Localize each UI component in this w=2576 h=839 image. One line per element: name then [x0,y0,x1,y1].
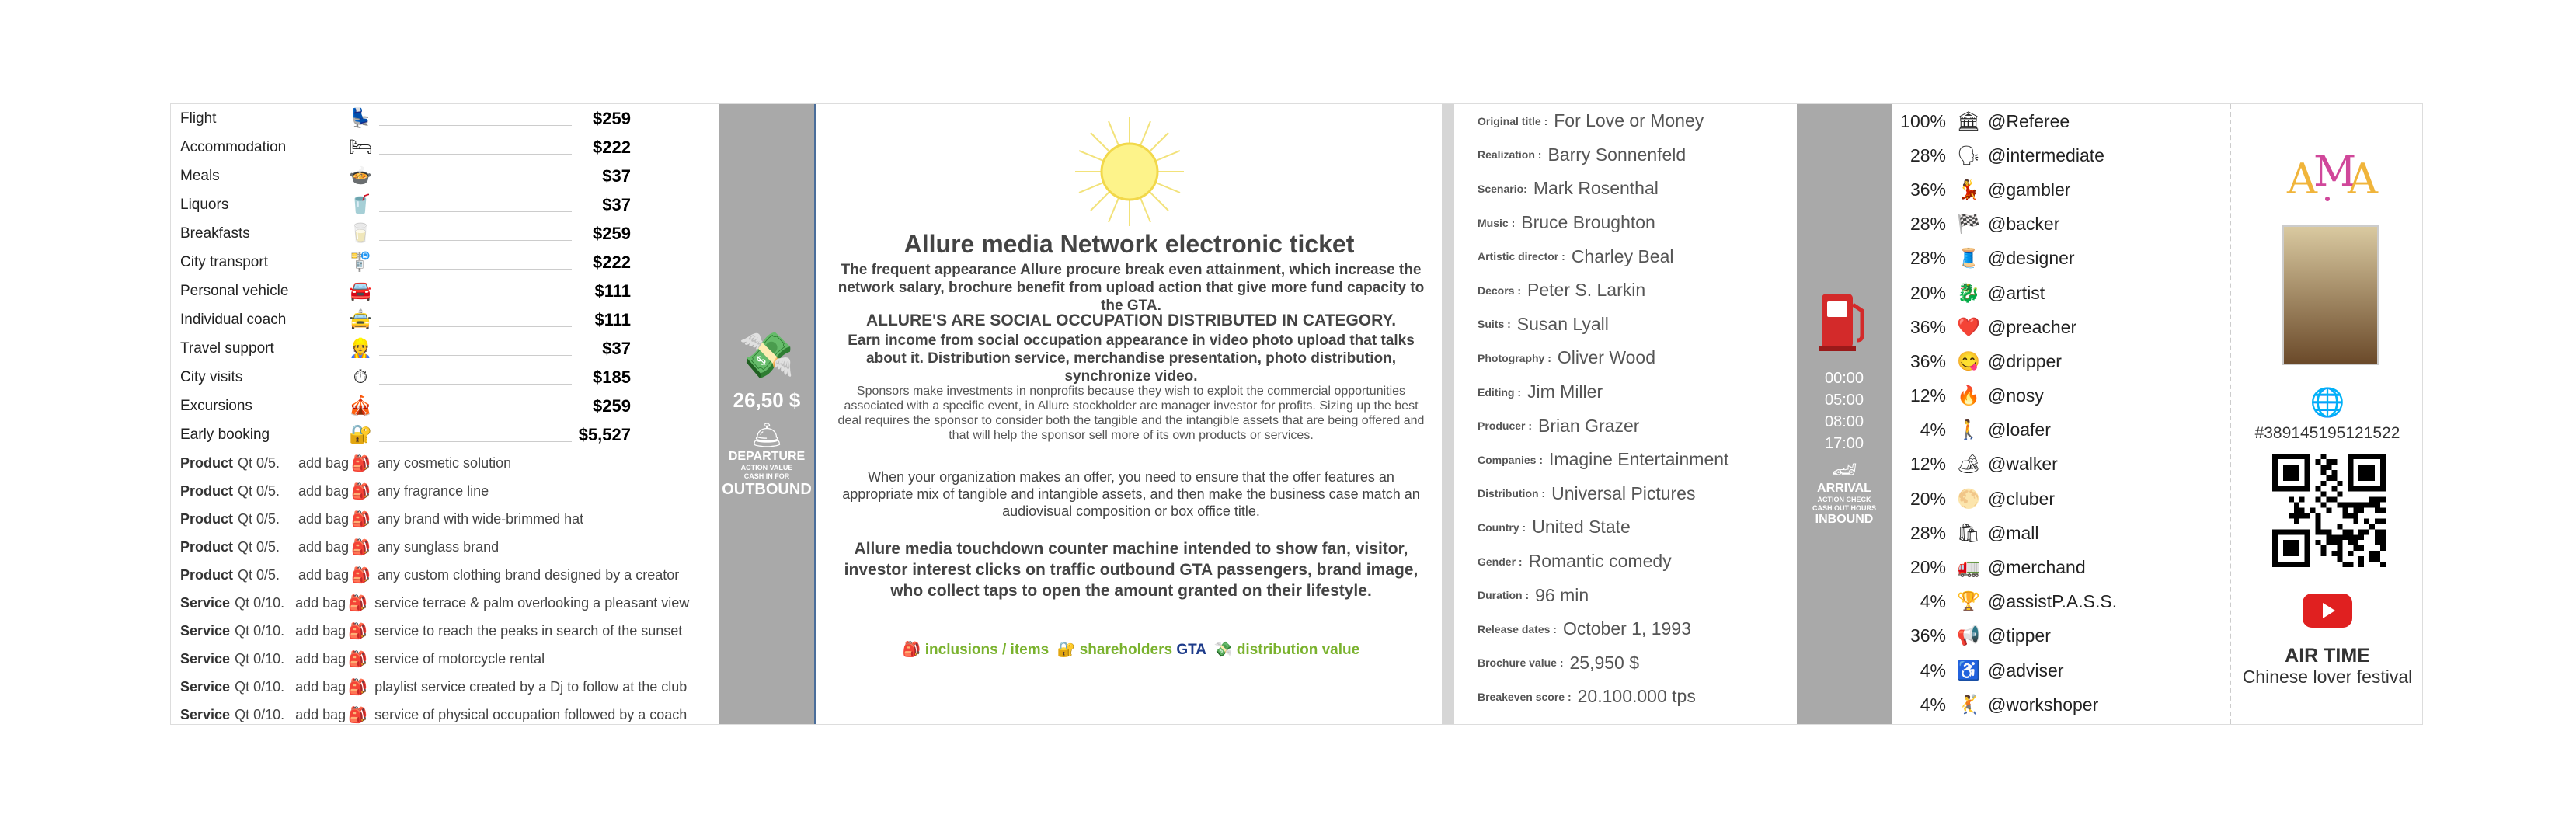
user-row[interactable] [1892,482,2223,516]
user-handle[interactable]: @nosy [1988,385,2044,406]
offer-text: When your organization makes an offer, you need to ensure that the offer features an appropriate mix of tangible and intangible assets, and then make the business case match an audiovisual composition or box office title. [842,469,1420,519]
departure-strip [719,104,814,724]
sponsors-text: Sponsors make investments in nonprofits because they wish to exploit the commercial opportunities associated with a specific event, in Allure stockholder are manager investor for profits. Sizing up the best deal requires the sponsor to consider both the tangible and the intangible assets that are being offered and that will help the sponsor sell more of its own products or services. [837,385,1425,442]
item-row [176,589,715,617]
right-panel [2231,104,2424,724]
film-value: Susan Lyall [1516,313,1609,334]
user-percent: 4% [1920,591,1946,612]
user-row[interactable] [1892,207,2223,242]
user-handle[interactable]: @artist [1988,282,2045,303]
legend-inclusions[interactable]: inclusions / items [924,642,1050,658]
arrival-sub: ACTION CHECK CASH OUT HOURS [1812,496,1876,512]
arrival-strip [1797,104,1892,724]
user-handle[interactable]: @intermediate [1988,144,2104,165]
legend-gta[interactable]: GTA [1176,642,1206,658]
film-info-row [1478,545,1797,579]
price-label: City transport [180,253,268,270]
arrival-time: 08:00 [1824,413,1864,430]
leader-line [379,240,572,241]
item-description: any cosmetic solution [378,454,512,471]
speaking-head-icon: 🗣 [1956,144,1981,166]
item-row [176,673,715,701]
add-bag-button[interactable]: add bag [298,482,350,499]
legend-distribution[interactable]: distribution value [1236,642,1360,658]
price-row [176,219,715,248]
arrival-time: 17:00 [1824,435,1864,452]
film-value: Bruce Broughton [1521,212,1655,233]
user-percent: 4% [1920,694,1946,715]
film-value: Imagine Entertainment [1549,449,1729,470]
stopwatch-icon: ⏱ [353,366,368,388]
film-value: United State [1532,517,1631,538]
film-info-row [1478,646,1797,681]
bag-icon[interactable]: 🎒 [351,566,371,584]
price-row [176,133,715,162]
price-amount: $37 [602,338,631,358]
dancer-icon: 💃 [1957,179,1980,200]
user-row[interactable] [1892,104,2223,138]
item-quantity: Qt 0/10. [235,650,285,667]
price-rows [176,104,715,449]
user-percent: 20% [1909,557,1946,578]
bag-icon[interactable]: 🎒 [351,538,371,556]
arrival-label: ARRIVAL [1817,482,1871,495]
film-key: Scenario: [1478,182,1527,195]
ticket [170,103,2423,725]
price-row [176,392,715,420]
film-info-row [1478,308,1797,342]
price-row [176,277,715,305]
users-panel [1892,104,2223,724]
leader-line [379,125,572,126]
add-bag-button[interactable]: add bag [295,650,346,667]
film-value: Barry Sonnenfeld [1547,144,1687,165]
price-row [176,190,715,219]
price-label: Personal vehicle [180,282,289,299]
intro-text: The frequent appearance Allure procure break even attainment, which increase the network salary, brochure benefit from upload action that give more fund capacity to the GTA. [837,262,1425,314]
item-quantity: Qt 0/10. [235,594,285,611]
film-value: Mark Rosenthal [1533,178,1659,199]
user-row[interactable] [1892,379,2223,413]
price-label: Accommodation [180,138,287,155]
fuel-pump-icon [1817,287,1871,353]
dragon-icon: 🐉 [1957,282,1980,304]
price-amount: $111 [594,309,631,329]
user-handle[interactable]: @gambler [1988,179,2071,200]
departure-direction: OUTBOUND [722,481,812,498]
bag-icon[interactable]: 🎒 [348,622,367,640]
seat-icon: 💺 [349,108,372,129]
film-key: Companies : [1478,453,1544,466]
film-value: Jim Miller [1527,381,1603,402]
shopping-bags-icon: 🛍 [1956,522,1981,544]
departure-sub: ACTION VALUE CASH IN FOR [740,464,793,480]
user-row[interactable] [1892,688,2223,722]
svg-text:A: A [2287,155,2317,204]
user-percent: 4% [1920,420,1946,440]
price-label: Individual coach [180,311,287,328]
leader-line [379,154,572,155]
bag-icon[interactable]: 🎒 [351,482,371,500]
drink-icon: 🥤 [349,194,372,215]
item-kind: Service [180,706,231,722]
lock-icon: 🔐 [1057,642,1076,658]
film-key: Realization : [1478,148,1542,162]
taxi-icon: 🚖 [349,309,372,330]
film-rows [1478,104,1797,714]
user-rows [1892,104,2223,722]
leader-line [379,355,572,356]
camping-icon: 🏕 [1956,454,1981,475]
cheerleader-icon: 🤾 [1957,694,1980,715]
film-info-row [1478,510,1797,545]
user-handle[interactable]: @merchand [1988,557,2086,578]
price-label: Travel support [180,339,274,357]
film-info-row [1478,477,1797,511]
user-handle[interactable]: @backer [1988,214,2060,235]
item-row [176,617,715,645]
film-key: Distribution : [1478,487,1546,500]
user-handle[interactable]: @workshoper [1988,694,2099,715]
truck-icon: 🚛 [1957,557,1980,579]
user-row[interactable] [1892,447,2223,482]
add-bag-button[interactable]: add bag [295,594,346,611]
add-bag-button[interactable]: add bag [295,622,346,639]
price-amount: $222 [593,252,631,272]
bus-stop-icon: 🚏 [349,252,372,273]
item-kind: Product [180,510,234,527]
ticket-id: #389145195121522 [2254,424,2400,442]
film-key: Original title : [1478,114,1548,127]
item-description: any fragrance line [378,482,489,499]
user-row[interactable] [1892,344,2223,378]
add-bag-button[interactable]: add bag [298,566,350,583]
film-info-row [1478,104,1797,138]
film-info-row [1478,172,1797,206]
film-key: Release dates : [1478,622,1557,635]
film-info-row [1478,443,1797,477]
film-value: Brian Grazer [1538,415,1640,436]
item-kind: Service [180,622,231,639]
ama-logo [2231,143,2424,213]
price-row [176,305,715,334]
fire-icon: 🔥 [1957,385,1980,407]
user-percent: 28% [1909,144,1946,165]
svg-text:A: A [2348,155,2378,204]
item-quantity: Qt 0/5. [238,482,280,499]
user-percent: 12% [1909,385,1946,406]
arrival-times [1797,367,1892,454]
item-description: service to reach the peaks in search of the sunset [374,622,683,639]
wheelchair-icon: ♿ [1957,660,1980,681]
film-value: 96 min [1535,584,1589,605]
user-row[interactable] [1892,653,2223,688]
item-description: any custom clothing brand designed by a creator [378,566,680,583]
price-list-panel [171,104,719,724]
item-kind: Service [180,650,231,667]
user-handle[interactable]: @loafer [1988,420,2051,440]
user-row[interactable] [1892,172,2223,207]
user-handle[interactable]: @Referee [1988,110,2070,131]
youtube-icon[interactable] [2303,594,2352,628]
film-key: Duration : [1478,589,1530,602]
qr-code[interactable] [2272,454,2386,567]
price-label: Meals [180,167,220,184]
arrival-direction: INBOUND [1815,513,1874,526]
item-quantity: Qt 0/10. [235,706,285,722]
price-amount: $259 [593,395,631,416]
user-handle[interactable]: @cluber [1988,488,2055,509]
film-key: Decors : [1478,284,1522,297]
movie-poster[interactable] [2282,225,2379,365]
price-row [176,104,715,133]
money-wings-icon: 💸 [1213,642,1233,658]
heart-icon: ❤️ [1957,316,1980,338]
item-kind: Product [180,538,234,555]
price-label: Early booking [180,426,270,443]
add-bag-button[interactable]: add bag [298,538,350,555]
sun-icon [1071,113,1188,230]
price-amount: $111 [594,280,631,301]
user-percent: 36% [1909,179,1946,200]
legend-shareholders[interactable]: shareholders [1079,642,1173,658]
item-description: service terrace & palm overlooking a pleasant view [374,594,690,611]
price-label: Breakfasts [180,225,250,242]
item-rows [176,449,715,729]
film-info-row [1478,578,1797,612]
user-handle[interactable]: @walker [1988,454,2058,475]
film-value: 25,950 $ [1569,652,1640,673]
meal-icon: 🍲 [349,165,372,186]
user-row[interactable] [1892,619,2223,653]
item-row [176,645,715,673]
cup-icon: 🥛 [349,223,372,244]
user-row[interactable] [1892,138,2223,172]
user-percent: 36% [1909,350,1946,371]
price-row [176,248,715,277]
film-info-panel [1454,104,1797,724]
film-value: Peter S. Larkin [1527,280,1646,301]
user-handle[interactable]: @preacher [1988,316,2077,337]
add-bag-button[interactable]: add bag [298,454,350,471]
film-key: Photography : [1478,351,1551,364]
legend [832,640,1430,659]
add-bag-button[interactable]: add bag [298,510,350,527]
item-quantity: Qt 0/10. [235,622,285,639]
film-key: Country : [1478,520,1526,534]
divider [1442,104,1454,724]
user-row[interactable] [1892,585,2223,619]
globe-icon[interactable]: 🌐 [2310,386,2345,418]
film-key: Gender : [1478,555,1523,568]
user-row[interactable] [1892,413,2223,447]
film-value: For Love or Money [1554,110,1704,131]
festival-label: Chinese lover festival [2242,667,2413,687]
leader-line [379,441,572,442]
film-value: Charley Beal [1571,245,1674,266]
user-percent: 28% [1909,214,1946,235]
ticket-title: Allure media Network electronic ticket [903,230,1355,258]
smiley-icon: 🌕 [1957,488,1980,510]
item-quantity: Qt 0/5. [238,510,280,527]
leader-line [379,211,572,212]
bag-icon[interactable]: 🎒 [348,650,367,668]
item-description: service of motorcycle rental [374,650,545,667]
circus-icon: 🎪 [349,395,372,416]
price-row [176,420,715,449]
leader-line [379,384,572,385]
user-row[interactable] [1892,310,2223,344]
user-percent: 4% [1920,660,1946,681]
film-key: Music : [1478,216,1516,229]
user-row[interactable] [1892,276,2223,310]
add-bag-button[interactable]: add bag [295,706,346,722]
film-info-row [1478,138,1797,172]
user-percent: 12% [1909,454,1946,475]
item-row [176,533,715,561]
user-row[interactable] [1892,516,2223,550]
item-row [176,561,715,589]
price-row [176,363,715,392]
film-value: Universal Pictures [1551,482,1696,503]
user-handle[interactable]: @tipper [1988,625,2051,646]
user-percent: 36% [1909,316,1946,337]
film-info-row [1478,409,1797,443]
film-key: Artistic director : [1478,250,1565,263]
main-ticket-panel [814,104,1442,724]
price-amount: $37 [602,165,631,186]
bag-icon[interactable]: 🎒 [348,706,367,724]
item-row [176,477,715,505]
arrival-time: 00:00 [1824,370,1864,387]
user-percent: 20% [1909,282,1946,303]
bag-icon[interactable]: 🎒 [348,678,367,696]
item-description: any sunglass brand [378,538,500,555]
item-kind: Service [180,594,231,611]
price-label: Liquors [180,196,229,213]
face-icon: 😋 [1957,350,1980,372]
film-key: Producer : [1478,420,1533,433]
item-quantity: Qt 0/5. [238,454,280,471]
touchdown-text: Allure media touchdown counter machine intended to show fan, visitor, investor interest clicks on traffic outbound GTA passengers, brand image, who collect taps to open the amount granted on their lifestyle. [844,540,1419,600]
item-description: playlist service created by a Dj to follow at the club [374,678,688,695]
bag-icon: 🎒 [902,642,921,658]
user-handle[interactable]: @dripper [1988,350,2062,371]
item-quantity: Qt 0/5. [238,566,280,583]
item-description: any brand with wide-brimmed hat [378,510,584,527]
bank-icon: 🏛 [1956,110,1981,132]
price-amount: $259 [593,223,631,243]
price-amount: $5,527 [578,424,631,444]
user-percent: 36% [1909,625,1946,646]
film-info-row [1478,239,1797,273]
film-value: Romantic comedy [1528,551,1672,572]
film-info-row [1478,612,1797,646]
price-label: Flight [180,110,217,127]
user-row[interactable] [1892,242,2223,276]
price-amount: $37 [602,194,631,214]
user-row[interactable] [1892,550,2223,584]
user-handle[interactable]: @adviser [1988,660,2064,681]
item-quantity: Qt 0/10. [235,678,285,695]
departure-label: DEPARTURE [728,450,806,463]
user-handle[interactable]: @designer [1988,248,2075,269]
leader-line [379,326,572,327]
category-heading: ALLURE'S ARE SOCIAL OCCUPATION DISTRIBUTED IN CATEGORY. [865,312,1397,329]
air-time-label: AIR TIME [2285,645,2370,667]
add-bag-button[interactable]: add bag [295,678,346,695]
film-value: October 1, 1993 [1562,618,1691,639]
support-icon: 👷 [349,338,372,359]
car-icon: 🚘 [349,280,372,301]
price-row [176,334,715,363]
user-handle[interactable]: @assistP.A.S.S. [1988,591,2118,612]
bag-icon[interactable]: 🎒 [351,510,371,528]
megaphone-icon: 📢 [1957,625,1980,647]
film-value: 20.100.000 tps [1577,686,1696,707]
trophy-icon: 🏆 [1957,591,1980,613]
price-row [176,162,715,190]
film-key: Editing : [1478,385,1521,399]
checkered-flag-icon: 🏁 [1957,214,1980,235]
price-amount: $185 [593,367,631,387]
item-quantity: Qt 0/5. [238,538,280,555]
price-label: City visits [180,368,243,385]
item-row [176,449,715,477]
item-row [176,701,715,729]
spool-icon: 🧵 [1957,248,1980,270]
bag-icon[interactable]: 🎒 [348,594,367,612]
film-key: Brochure value : [1478,656,1564,670]
user-handle[interactable]: @mall [1988,522,2039,543]
walking-icon: 🚶 [1957,420,1980,441]
svg-text:M: M [2313,147,2357,196]
price-label: Excursions [180,397,252,414]
item-kind: Service [180,678,231,695]
category-text: Earn income from social occupation appearance in video photo upload that talks about it. Distribution service, merchandise presentation, photo distribution, synchronize video. [848,332,1415,385]
film-info-row [1478,273,1797,308]
user-percent: 28% [1909,248,1946,269]
user-percent: 28% [1909,522,1946,543]
money-wings-icon: 💸 [738,330,795,381]
item-kind: Product [180,482,234,499]
lock-icon: 🔐 [349,424,372,445]
item-kind: Product [180,566,234,583]
film-key: Breakeven score : [1478,690,1572,703]
item-kind: Product [180,454,234,471]
arrival-time: 05:00 [1824,392,1864,409]
film-key: Suits : [1478,318,1511,331]
bell-icon: 🛎 [750,421,783,449]
race-car-icon: 🏎 [1831,458,1857,481]
film-info-row [1478,341,1797,375]
bed-icon: 🛏 [348,137,373,158]
film-info-row [1478,375,1797,409]
film-info-row [1478,680,1797,714]
price-amount: $259 [593,108,631,128]
item-description: service of physical occupation followed by a coach [374,706,688,722]
film-info-row [1478,206,1797,240]
price-amount: $222 [593,137,631,157]
user-percent: 100% [1900,110,1946,131]
user-percent: 20% [1909,488,1946,509]
leader-line [379,269,572,270]
film-value: Oliver Wood [1557,347,1656,368]
departure-cost: 26,50 $ [733,388,801,412]
item-row [176,505,715,533]
bag-icon[interactable]: 🎒 [351,454,371,472]
